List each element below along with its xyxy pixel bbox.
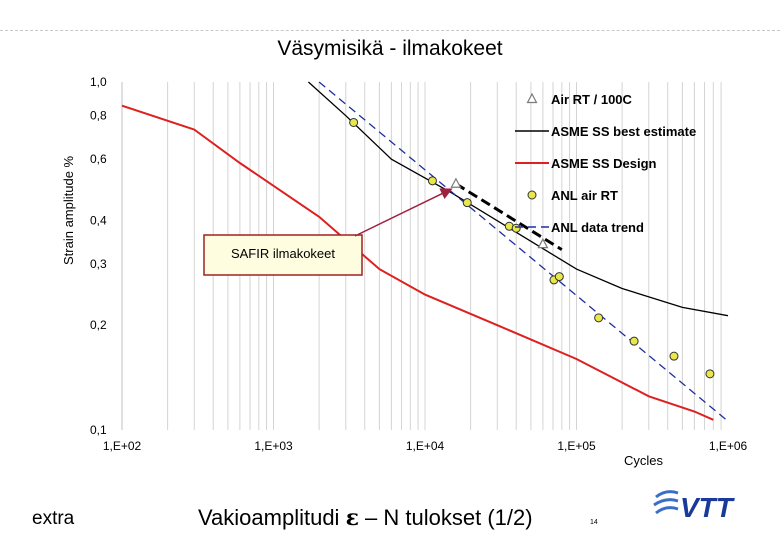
page-number: 14 bbox=[590, 519, 598, 526]
y-tick-label: 0,6 bbox=[90, 152, 107, 167]
y-tick-label: 1,0 bbox=[90, 75, 107, 89]
x-tick-label: 1,E+04 bbox=[405, 439, 445, 453]
data-point bbox=[512, 224, 520, 232]
data-point bbox=[555, 273, 563, 281]
y-axis-label: Strain amplitude % bbox=[61, 155, 76, 265]
extra-label: extra bbox=[32, 508, 75, 529]
callout bbox=[204, 190, 450, 275]
x-tick-label: 1,E+06 bbox=[708, 439, 748, 453]
data-point bbox=[595, 314, 603, 322]
data-point bbox=[350, 118, 358, 126]
x-tick-label: 1,E+02 bbox=[102, 439, 142, 453]
series-line bbox=[308, 82, 728, 316]
y-tick-label: 0,1 bbox=[90, 423, 107, 437]
data-point-triangle bbox=[451, 179, 460, 188]
y-tick-label: 0,3 bbox=[90, 256, 107, 271]
data-point bbox=[428, 177, 436, 185]
callout-arrow bbox=[355, 190, 450, 236]
data-point bbox=[463, 199, 471, 207]
x-tick-labels bbox=[103, 439, 748, 453]
bottom-title bbox=[198, 505, 533, 531]
data-point bbox=[670, 352, 678, 360]
legend-label: ASME SS best estimate bbox=[551, 124, 697, 139]
x-tick-label: 1,E+03 bbox=[254, 439, 293, 453]
chart-legend bbox=[515, 92, 696, 235]
data-point bbox=[630, 337, 638, 345]
y-tick-labels bbox=[90, 75, 107, 437]
legend-label: ANL data trend bbox=[551, 220, 644, 235]
slide-title: Väsymisikä - ilmakokeet bbox=[277, 37, 503, 60]
data-point bbox=[706, 370, 714, 378]
bottom-title-suffix: – N tulokset (1/2) bbox=[358, 505, 533, 530]
legend-label: ASME SS Design bbox=[551, 156, 657, 171]
y-tick-label: 0,8 bbox=[90, 108, 107, 123]
vtt-logo bbox=[650, 487, 750, 527]
x-tick-label: 1,E+05 bbox=[557, 439, 596, 453]
bottom-title-prefix: Vakioamplitudi bbox=[198, 505, 346, 530]
logo-text: VTT bbox=[680, 492, 733, 523]
legend-label: ANL air RT bbox=[551, 188, 618, 203]
x-axis-label: Cycles bbox=[624, 453, 664, 468]
legend-label: Air RT / 100C bbox=[551, 92, 632, 107]
callout-label: SAFIR ilmakokeet bbox=[230, 246, 336, 261]
y-tick-label: 0,4 bbox=[90, 213, 107, 228]
safir-trend-line bbox=[456, 184, 562, 250]
legend-swatch bbox=[528, 94, 537, 103]
legend-swatch bbox=[528, 191, 536, 199]
epsilon-symbol: ε bbox=[345, 505, 359, 531]
y-tick-label: 0,2 bbox=[90, 318, 107, 333]
